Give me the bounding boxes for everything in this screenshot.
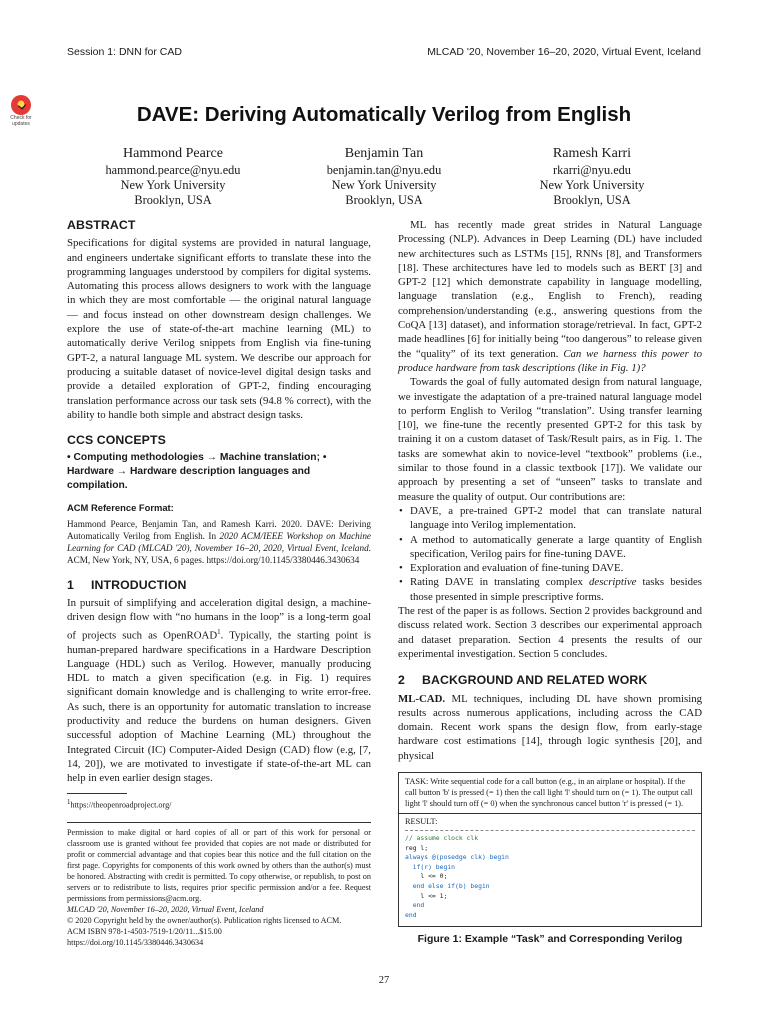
author-name: Ramesh Karri bbox=[552, 146, 632, 161]
abstract-heading: ABSTRACT bbox=[67, 218, 136, 232]
acm-reference-heading: ACM Reference Format: bbox=[67, 502, 174, 514]
page-number: 27 bbox=[378, 975, 390, 986]
list-item bbox=[398, 575, 702, 604]
list-item: • Exploration and evaluation of fine-tuning DAVE. bbox=[398, 561, 702, 575]
acm-reference-venue: 2020 ACM/IEEE Workshop on Machine Learning for CAD (MLCAD '20), November 16–20, 2020, Virtual Event, Iceland. bbox=[67, 530, 371, 553]
author-location: Brooklyn, USA bbox=[134, 193, 212, 207]
section-number: 1 bbox=[67, 577, 74, 592]
author-1 bbox=[63, 145, 283, 208]
code-line: // assume clock clk bbox=[405, 834, 479, 842]
acm-reference-text bbox=[67, 518, 371, 566]
list-item-text: Rating DAVE in translating complex bbox=[410, 576, 590, 589]
check-for-updates-badge[interactable] bbox=[6, 95, 36, 125]
running-header bbox=[67, 46, 701, 60]
doi-link[interactable]: https://doi.org/10.1145/3380446.3430634 bbox=[67, 938, 204, 948]
code-line: l <= 1; bbox=[405, 891, 448, 900]
paragraph-text: ML techniques, including DL have shown promising results across numerous applications, including across the CAD domain. Recent work spans the design flow, from early-stage hardware cost estimations [14], through logic synthesis [20], and physical bbox=[398, 692, 702, 762]
paper-title: DAVE: Deriving Automatically Verilog from English bbox=[136, 103, 632, 126]
header-conference: MLCAD '20, November 16–20, 2020, Virtual Event, Iceland bbox=[427, 46, 701, 58]
badge-label-2: updates bbox=[12, 121, 30, 127]
footnote-url[interactable]: https://theopenroadproject.org/ bbox=[70, 800, 172, 810]
intro-text-part-2: . Typically, the starting point is human-prepared hardware specifications in a Hardware Description Language (HDL) such as Verilog. However, manually producing HDL to match a given specification (e.g. in Fig. 1) requires significant domain knowledge and is challenging to write error-free. As such, there is an opportunity for automatic translation to increase productivity and reduce the burdens on human designers. Given successful adoption of Machine Learning (ML) throughout the Integrated Circuit (IC) Computer-Aided Design (CAD) flow (e.g, [7, 14, 20]), we are motivated to investigate if state-of-the-art ML can help in even earlier design stages. bbox=[67, 629, 372, 785]
author-affiliation: New York University bbox=[539, 178, 645, 192]
footnote bbox=[67, 797, 371, 811]
research-question: Can we harness this power to produce hardware from task descriptions (like in Fig. 1)? bbox=[398, 347, 702, 374]
list-item-text: tasks besides those presented in simple prescriptive forms. bbox=[410, 576, 702, 603]
intro-paragraph-2: Towards the goal of fully automated design from natural language, we investigate the adaptation of a pre-trained natural language model to perform English to Verilog “translation”. Using transfer learning [10], we fine-tune the recently presented GPT-2 for this task by training it on a custom dataset of Task/Result pairs, as in Fig. 1. The tasks are somewhat akin to novice-level “textbook” problems (i.e., similar to those found in a classic textbook [17]). We validate our approach by presenting a set of “unseen” tasks to translate and measure the quality of output. Our contributions are: bbox=[398, 376, 702, 503]
abstract-text: Specifications for digital systems are provided in natural language, and engineers undertake significant efforts to translate these into the programming languages understood by compilers for digital systems. Automating this process allows designers to work with the language in which they are most comfortable — the original natural language — and focus instead on other downstream design challenges. We explore the use of state-of-the-art machine learning (ML) to automatically derive Verilog snippets from English via fine-tuning GPT-2, a natural language ML system. We describe our approach for producing a suitable dataset of novice-level digital design tasks and provide a detailed exploration of GPT-2, finding encouraging translation performance across our task sets (94.8 % correct), with the ability to handle both simple and abstract design tasks. bbox=[67, 237, 371, 421]
code-line: always @(posedge clk) begin bbox=[405, 853, 509, 862]
author-2 bbox=[274, 145, 494, 208]
contributions-list bbox=[398, 504, 702, 604]
author-affiliation: New York University bbox=[120, 178, 226, 192]
introduction-heading bbox=[67, 578, 371, 592]
left-column bbox=[67, 218, 371, 948]
code-line: if(r) begin bbox=[405, 862, 456, 871]
header-session: Session 1: DNN for CAD bbox=[67, 46, 182, 58]
isbn-line: ACM ISBN 978-1-4503-7519-1/20/11...$15.00 bbox=[67, 927, 222, 937]
author-3 bbox=[482, 145, 702, 208]
author-name: Benjamin Tan bbox=[344, 146, 424, 161]
figure-1 bbox=[398, 772, 702, 945]
paper-outline: The rest of the paper is as follows. Section 2 provides background and discuss related work. Section 3 describes our experimental approach and dataset preparation. Section 4 presents the results of our experimental investigation. Section 5 concludes. bbox=[398, 605, 702, 660]
task-description: TASK: Write sequential code for a call button (e.g., in an airplane or hospital). If the call button 'b' is pressed (= 1) then the call light 'l' should turn on (= 1). The output call light 'l' should turn off (= 0) when the synchronous cancel button 'r' is pressed (= 1). bbox=[399, 773, 701, 814]
copyright-line: © 2020 Copyright held by the owner/author(s). Publication rights licensed to ACM. bbox=[67, 916, 342, 926]
section-title: INTRODUCTION bbox=[91, 577, 187, 592]
right-column bbox=[398, 218, 702, 763]
section-title: BACKGROUND AND RELATED WORK bbox=[422, 673, 648, 688]
author-location: Brooklyn, USA bbox=[553, 193, 631, 207]
result-label: RESULT: bbox=[405, 817, 438, 826]
footnote-divider bbox=[67, 793, 127, 794]
intro-paragraph-1 bbox=[398, 218, 702, 375]
figure-caption: Figure 1: Example “Task” and Corresponding Verilog bbox=[417, 933, 683, 946]
verilog-code bbox=[405, 830, 695, 922]
author-email: rkarri@nyu.edu bbox=[553, 163, 631, 177]
section-number: 2 bbox=[398, 673, 405, 688]
code-line: end else if(b) begin bbox=[405, 881, 490, 890]
author-location: Brooklyn, USA bbox=[345, 193, 423, 207]
author-name: Hammond Pearce bbox=[123, 146, 223, 161]
permission-text: Permission to make digital or hard copies of all or part of this work for personal or classroom use is granted without fee provided that copies are not made or distributed for profit or commercial advantage and that copies bear this notice and the full citation on the first page. Copyrights for components of this work owned by others than the author(s) must be honored. Abstracting with credit is permitted. To copy otherwise, or republish, to post on servers or to redistribute to lists, requires prior specific permission and/or a fee. Request permissions from permissions@acm.org. bbox=[67, 828, 371, 904]
background-text bbox=[398, 692, 702, 763]
ccs-concepts: • Computing methodologies → Machine translation; • Hardware → Hardware description languages and compilation. bbox=[67, 452, 327, 492]
permission-venue: MLCAD '20, November 16–20, 2020, Virtual Event, Iceland bbox=[67, 905, 264, 915]
list-item: • DAVE, a pre-trained GPT-2 model that can translate natural language into Verilog implementation. bbox=[398, 504, 702, 533]
code-line: end bbox=[405, 901, 425, 910]
acm-reference-doi: ACM, New York, NY, USA, 6 pages. https://doi.org/10.1145/3380446.3430634 bbox=[67, 554, 360, 565]
introduction-text bbox=[67, 596, 371, 785]
paragraph-lead: ML-CAD. bbox=[398, 692, 446, 705]
list-item-emphasis: descriptive bbox=[589, 576, 637, 589]
footnote-mark[interactable]: 1 bbox=[217, 627, 221, 636]
code-line: l <= 0; bbox=[405, 872, 448, 881]
permission-notice bbox=[67, 822, 371, 948]
author-email: hammond.pearce@nyu.edu bbox=[105, 163, 241, 177]
intro-text-part-1: In pursuit of simplifying and acceleration digital design, a machine-driven design flow with “no humans in the loop” is a long-term goal of projects such as OpenROAD bbox=[67, 597, 371, 642]
author-block bbox=[67, 145, 701, 209]
check-for-updates-icon bbox=[11, 95, 31, 115]
paragraph-text: ML has recently made great strides in Natural Language Processing (NLP). Advances in Deep Learning (DL) have included new architectures such as LSTMs [15], RNNs [8], and Transformers [18]. These architectures have led to models such as BERT [3] and GPT-2 [12] which demonstrate capability in language modelling, language translation (e.g., English to French), reading comprehension/understanding (e.g., answering questions from the CoQA [13] dataset), and information storage/retrieval. In fact, GPT-2 made headlines [6] for initially being “too dangerous” to release given the “quality” of its text generation. bbox=[398, 219, 703, 360]
figure-box bbox=[398, 772, 702, 927]
code-line: end bbox=[405, 910, 417, 919]
badge-label-1: Check for bbox=[10, 115, 32, 121]
ccs-heading: CCS CONCEPTS bbox=[67, 433, 166, 448]
code-line: reg l; bbox=[405, 843, 429, 852]
acm-reference-authors: Hammond Pearce, Benjamin Tan, and Ramesh Karri. 2020. DAVE: Deriving Automatically Verilog from English. In bbox=[67, 518, 371, 541]
list-item: • A method to automatically generate a large quantity of English specification, Verilog pairs for fine-tuning DAVE. bbox=[398, 533, 702, 562]
author-affiliation: New York University bbox=[331, 178, 437, 192]
footnote-number: 1 bbox=[67, 798, 71, 806]
background-heading bbox=[398, 673, 702, 687]
author-email: benjamin.tan@nyu.edu bbox=[326, 163, 442, 177]
